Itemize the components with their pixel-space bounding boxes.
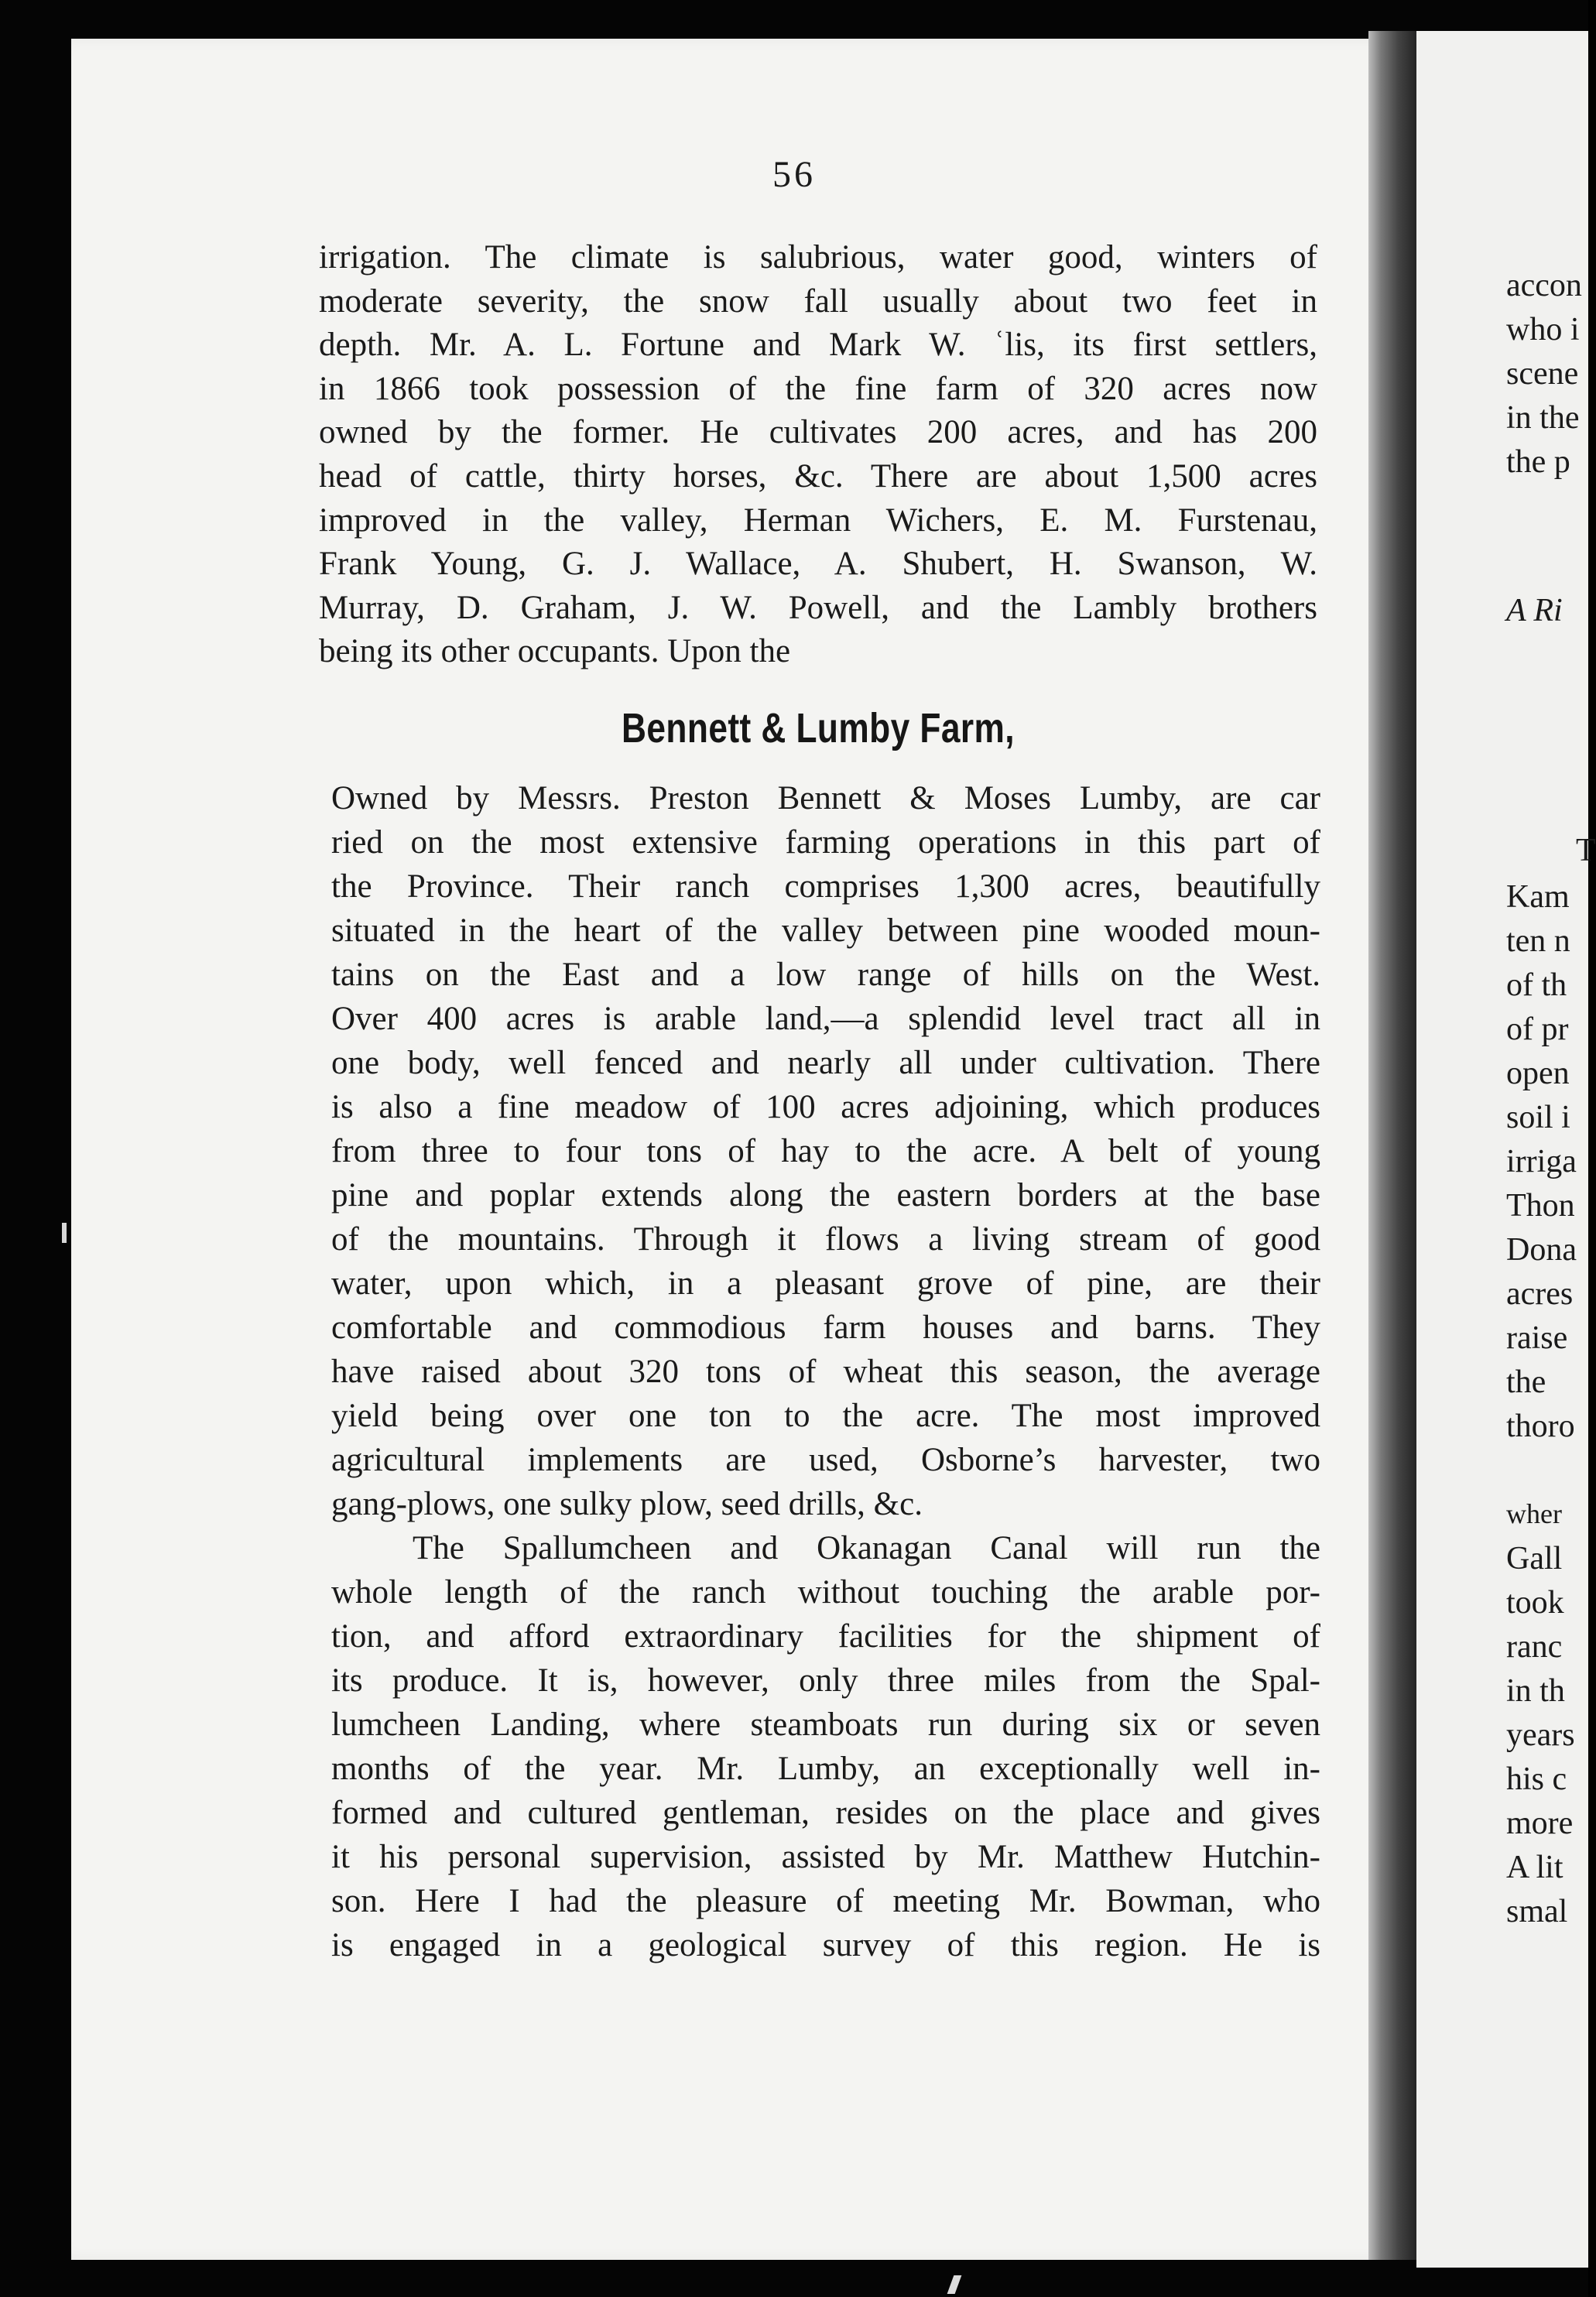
fragment-line: accon: [1506, 268, 1582, 303]
fragment-line: thoro: [1506, 1409, 1575, 1444]
text-line: of the mountains. Through it flows a living stream of good: [331, 1221, 1320, 1258]
fragment-line: in th: [1506, 1673, 1565, 1709]
text-line: Owned by Messrs. Preston Bennett & Moses Lumby, are car: [331, 780, 1320, 816]
text-line: months of the year. Mr. Lumby, an exceptionally well in-: [331, 1751, 1320, 1787]
fragment-line: smal: [1506, 1894, 1568, 1929]
right-page-text-fragments: [1506, 0, 1596, 2297]
fragment-line: raise: [1506, 1320, 1568, 1356]
text-line: improved in the valley, Herman Wichers, E. M. Furstenau,: [319, 502, 1317, 539]
fragment-line: irriga: [1506, 1144, 1577, 1179]
text-line: moderate severity, the snow fall usually about two feet in: [319, 282, 1317, 320]
fragment-line: Gall: [1506, 1541, 1563, 1576]
fragment-line: the: [1506, 1364, 1546, 1400]
text-line: tion, and afford extraordinary facilities for the shipment of: [331, 1618, 1320, 1655]
text-line: Frank Young, G. J. Wallace, A. Shubert, H. Swanson, W.: [319, 546, 1317, 583]
text-line: The Spallumcheen and Okanagan Canal will run the: [413, 1530, 1320, 1566]
text-line: head of cattle, thirty horses, &c. There are about 1,500 acres: [319, 457, 1317, 495]
text-line: is also a fine meadow of 100 acres adjoining, which produces: [331, 1089, 1320, 1125]
text-line: one body, well fenced and nearly all under cultivation. There: [331, 1045, 1320, 1081]
section-heading: Bennett & Lumby Farm,: [621, 705, 1015, 751]
fragment-line: who i: [1506, 312, 1580, 347]
fragment-line: more: [1506, 1806, 1574, 1841]
fragment-line: of th: [1506, 967, 1567, 1003]
fragment-line: ten n: [1506, 923, 1570, 959]
text-line: water, upon which, in a pleasant grove of pine, are their: [331, 1265, 1320, 1302]
text-line: formed and cultured gentleman, resides on the place and gives: [331, 1795, 1320, 1831]
text-line: being its other occupants. Upon the: [319, 633, 791, 670]
text-line: depth. Mr. A. L. Fortune and Mark W. ʿlis, its first settlers,: [319, 327, 1317, 364]
margin-speck: [62, 1223, 67, 1243]
fragment-line: his c: [1506, 1761, 1567, 1797]
text-line: ried on the most extensive farming operations in this part of: [331, 824, 1320, 861]
fragment-line: open: [1506, 1056, 1570, 1091]
fragment-line: in the: [1506, 400, 1580, 436]
page-number: 56: [772, 154, 816, 195]
fragment-line: ranc: [1506, 1629, 1563, 1665]
fragment-line: Dona: [1506, 1232, 1577, 1268]
scan-speck: [947, 2275, 962, 2294]
text-line: tains on the East and a low range of hills on the West.: [331, 957, 1320, 993]
fragment-line: the p: [1506, 444, 1570, 480]
fragment-heading: A Ri: [1506, 593, 1563, 628]
text-line: the Province. Their ranch comprises 1,300 acres, beautifully: [331, 868, 1320, 905]
text-line: its produce. It is, however, only three miles from the Spal-: [331, 1662, 1320, 1699]
text-line: agricultural implements are used, Osborne’s harvester, two: [331, 1442, 1320, 1478]
fragment-line: years: [1506, 1717, 1575, 1753]
intro-paragraph: [319, 236, 1317, 674]
text-line: comfortable and commodious farm houses and barns. They: [331, 1309, 1320, 1346]
fragment-line: acres: [1506, 1276, 1574, 1312]
fragment-line: Kam: [1506, 879, 1570, 915]
text-line: irrigation. The climate is salubrious, water good, winters of: [319, 239, 1317, 276]
text-line: have raised about 320 tons of wheat this season, the average: [331, 1354, 1320, 1390]
text-line: yield being over one ton to the acre. The most improved: [331, 1398, 1320, 1434]
text-line: from three to four tons of hay to the acre. A belt of young: [331, 1133, 1320, 1169]
fragment-line: of pr: [1506, 1012, 1569, 1047]
fragment-line: soil i: [1506, 1100, 1570, 1135]
text-line: pine and poplar extends along the eastern borders at the base: [331, 1177, 1320, 1214]
text-line: whole length of the ranch without touching the arable por-: [331, 1574, 1320, 1611]
text-line: gang-plows, one sulky plow, seed drills, &c.: [331, 1486, 923, 1522]
text-line: situated in the heart of the valley between pine wooded moun-: [331, 912, 1320, 949]
text-line: lumcheen Landing, where steamboats run during six or seven: [331, 1706, 1320, 1743]
fragment-line: wher: [1506, 1498, 1562, 1529]
text-line: son. Here I had the pleasure of meeting Mr. Bowman, who: [331, 1883, 1320, 1919]
text-line: it his personal supervision, assisted by Mr. Matthew Hutchin-: [331, 1839, 1320, 1875]
text-line: in 1866 took possession of the fine farm of 320 acres now: [319, 370, 1317, 407]
book-gutter: [1368, 31, 1418, 2260]
fragment-line: took: [1506, 1585, 1564, 1621]
text-line: Over 400 acres is arable land,—a splendid level tract all in: [331, 1001, 1320, 1037]
fragment-line: A lit: [1506, 1850, 1563, 1885]
farm-paragraphs: [331, 776, 1320, 1967]
text-line: Murray, D. Graham, J. W. Powell, and the Lambly brothers: [319, 589, 1317, 626]
fragment-line: Thon: [1506, 1188, 1575, 1224]
text-line: is engaged in a geological survey of this region. He is: [331, 1927, 1320, 1963]
text-line: owned by the former. He cultivates 200 acres, and has 200: [319, 414, 1317, 451]
fragment-line: scene: [1506, 356, 1579, 392]
fragment-line: T: [1576, 833, 1596, 868]
